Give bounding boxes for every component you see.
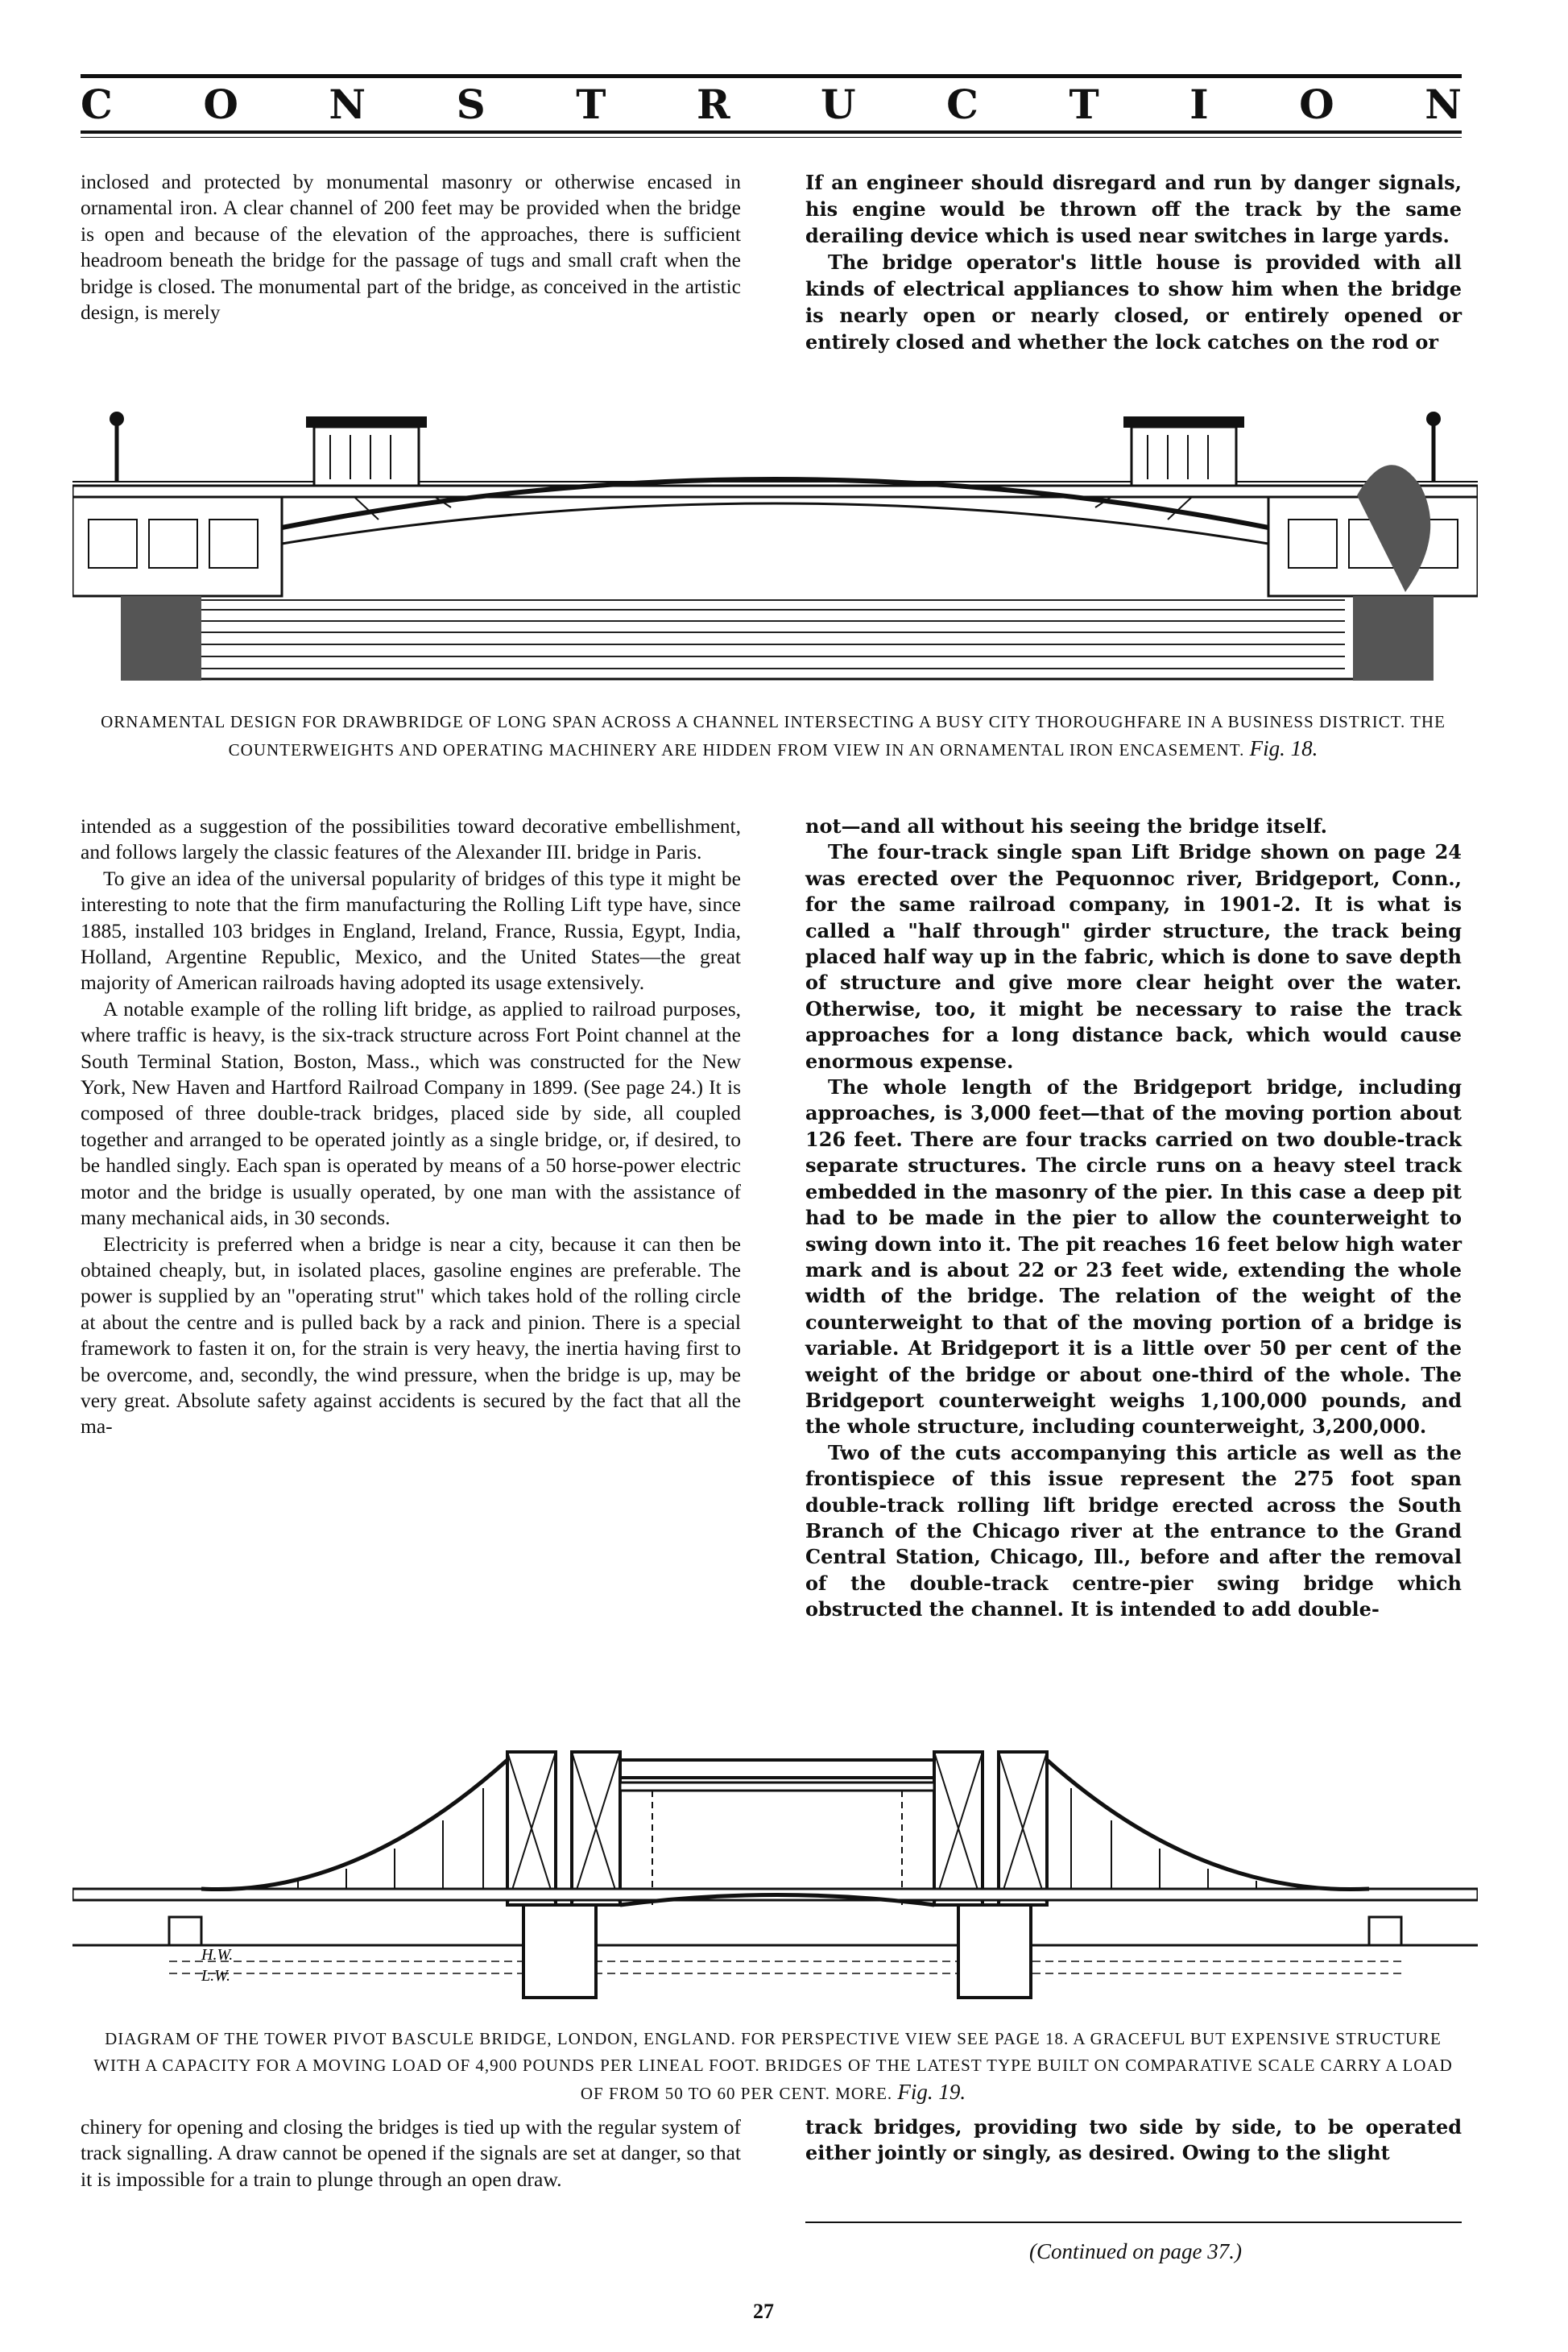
paragraph: intended as a suggestion of the possibilities toward decorative embellishment, and follows largely the classic features of the Alexander III. bridge in Paris. (81, 814, 741, 864)
masthead-rule-top (81, 74, 1462, 78)
figure-label: Fig. 19. (897, 2080, 966, 2104)
figure-18-drawbridge-illustration (72, 399, 1478, 689)
masthead-letter: N (1425, 80, 1462, 128)
masthead-rule-bottom-thin (81, 137, 1462, 138)
figure-18-caption (89, 709, 1458, 764)
paragraph: To give an idea of the universal popularity of bridges of this type it might be interesting to note that the firm manufacturing the Rolling Lift type have, since 1885, installed 103 bridges in England, Ireland, France, Russia, Egypt, India, Holland, Argentine Republic, Mexico, and the United States—the great majority of American railroads having adopted its usage extensively. (81, 866, 741, 995)
mid-right-column (805, 814, 1462, 1623)
caption-text: ORNAMENTAL DESIGN FOR DRAWBRIDGE OF LONG SPAN ACROSS A CHANNEL INTERSECTING A BUSY CITY THOROUGHFARE IN A BUSINESS DISTRICT. THE COUNTERWEIGHTS AND OPERATING MACHINERY ARE HIDDEN FROM VIEW IN AN ORNAMENTAL IRON ENCASEMENT. (101, 712, 1446, 760)
figure-19-tower-bridge-diagram (72, 1744, 1478, 2010)
water-label: L.W. (201, 1967, 230, 1985)
bottom-left-column (81, 2114, 741, 2193)
bottom-right-column (805, 2114, 1462, 2167)
paragraph: not—and all without his seeing the bridge itself. (805, 814, 1328, 838)
paragraph: The whole length of the Bridgeport bridge, including approaches, is 3,000 feet—that of the moving portion about 126 feet. There are four tracks carried on two double-track separate structures. The circle runs on a heavy steel track embedded in the masonry of the pier. In this case a deep pit had to be made in the pier to allow the counterweight to swing down into it. The pit reaches 16 feet below high water mark and is about 22 or 23 feet wide, extending the whole width of the bridge. The relation of the weight of the counterweight to that of the moving portion of a bridge is variable. At Bridgeport it is a little over 50 per cent of the weight of the bridge or about one-third of the whole. The Bridgeport counterweight weighs 1,100,000 pounds, and the whole structure, including counterweight, 3,200,000. (805, 1075, 1462, 1439)
continued-rule (805, 2222, 1462, 2223)
masthead-letter: R (696, 80, 730, 128)
figure-19-caption (89, 2026, 1458, 2107)
masthead-letter: O (203, 80, 238, 128)
masthead-letter: S (456, 80, 486, 128)
masthead-rule-bottom (81, 130, 1462, 134)
masthead-letter: U (821, 80, 856, 128)
masthead (81, 79, 1462, 129)
paragraph: The bridge operator's little house is provided with all kinds of electrical appliances to show him when the bridge is nearly open or nearly closed, or entirely opened or entirely closed and whether the lock catches on the rod or (805, 251, 1462, 354)
masthead-letter: N (329, 80, 366, 128)
masthead-letter: O (1299, 80, 1334, 128)
paragraph: The four-track single span Lift Bridge shown on page 24 was erected over the Pequonnoc river, Bridgeport, Conn., for the same railroad company, in 1901-2. It is what is called a "half through" girder structure, the track being placed half way up in the fabric, which is done to save depth of structure and give more clear height over the water. Otherwise, too, it might be necessary to raise the track approaches for a long distance back, which would cause enormous expense. (805, 840, 1462, 1073)
paragraph: inclosed and protected by monumental masonry or otherwise encased in ornamental iron. A clear channel of 200 feet may be provided when the bridge is open and because of the elevation of the approaches, there is sufficient headroom beneath the bridge for the passage of tugs and small craft when the bridge is closed. The monumental part of the bridge, as conceived in the artistic design, is merely (81, 170, 741, 325)
figure-label: Fig. 18. (1249, 736, 1318, 760)
masthead-letter: I (1189, 80, 1209, 128)
paragraph: If an engineer should disregard and run by danger signals, his engine would be thrown off the track by the same derailing device which is used near switches in large yards. (805, 171, 1462, 247)
mid-left-column (81, 814, 741, 1440)
paragraph: A notable example of the rolling lift bridge, as applied to railroad purposes, where traffic is heavy, is the six-track structure across Fort Point channel at the South Terminal Station, Boston, Mass., which was constructed for the New York, New Haven and Hartford Railroad Company in 1899. (See page 24.) It is composed of three double-track bridges, placed side by side, all coupled together and arranged to be operated jointly as a single bridge, or, if desired, to be handled singly. Each span is operated by means of a 50 horse-power electric motor and the bridge is usually operated, by one man with the assistance of many mechanical aids, in 30 seconds. (81, 996, 741, 1230)
top-right-column (805, 169, 1462, 355)
continued-note: (Continued on page 37.) (1029, 2239, 1242, 2263)
caption-text: DIAGRAM OF THE TOWER PIVOT BASCULE BRIDGE, LONDON, ENGLAND. FOR PERSPECTIVE VIEW SEE PAGE 18. A GRACEFUL BUT EXPENSIVE STRUCTURE WITH A CAPACITY FOR A MOVING LOAD OF 4,900 POUNDS PER LINEAL FOOT. BRIDGES OF THE LATEST TYPE BUILT ON COMPARATIVE SCALE CARRY A LOAD OF FROM 50 TO 60 PER CENT. MORE. (93, 2029, 1453, 2103)
paragraph: Two of the cuts accompanying this article as well as the frontispiece of this issue represent the 275 foot span double-track rolling lift bridge erected across the South Branch of the Chicago river at the entrance to the Grand Central Station, Chicago, Ill., before and after the removal of the double-track centre-pier swing bridge which obstructed the channel. It is intended to add double- (805, 1440, 1462, 1621)
masthead-letter: T (576, 80, 606, 128)
top-left-column (81, 169, 741, 325)
page-number: 27 (753, 2300, 774, 2323)
water-label: H.W. (201, 1946, 234, 1964)
masthead-letter: C (946, 80, 978, 128)
paragraph: track bridges, providing two side by side, to be operated either jointly or singly, as desired. Owing to the slight (805, 2115, 1462, 2165)
masthead-letter: T (1069, 80, 1099, 128)
paragraph: chinery for opening and closing the bridges is tied up with the regular system of track signalling. A draw cannot be opened if the signals are set at danger, so that it is impossible for a train to plunge through an open draw. (81, 2115, 741, 2191)
paragraph: Electricity is preferred when a bridge is near a city, because it can then be obtained cheaply, but, in isolated places, gasoline engines are preferable. The power is supplied by an "operating strut" which takes hold of the rolling circle at about the centre and is pulled back by a rack and pinion. There is a special framework to fasten it on, for the strain is very heavy, the inertia having first to be overcome, and, secondly, the wind pressure, when the bridge is up, may be very great. Absolute safety against accidents is secured by the fact that all the ma- (81, 1232, 741, 1439)
masthead-letter: C (81, 80, 113, 128)
